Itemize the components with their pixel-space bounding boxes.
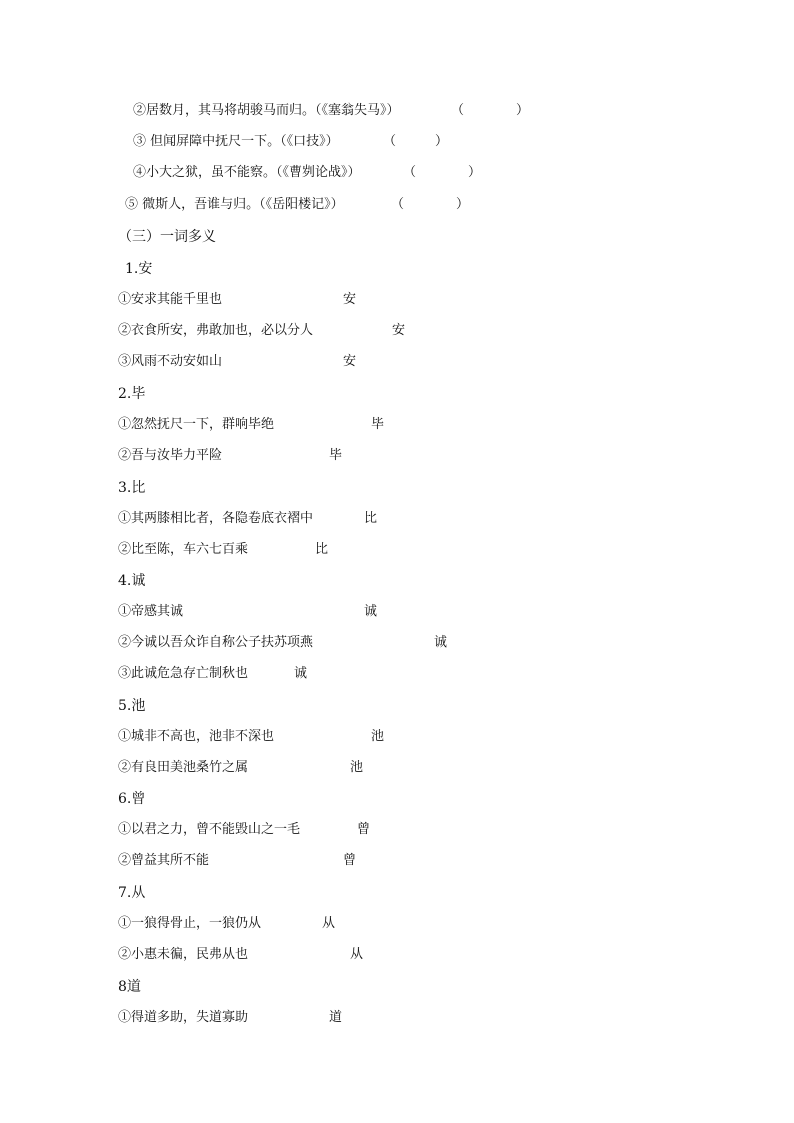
review-line-text: ②居数月，其马将胡骏马而归。（《塞翁失马》） [133,103,400,118]
sentence: ①忽然抚尺一下，群响毕绝 [118,417,275,432]
sentence: ③风雨不动安如山 [118,354,223,369]
group-heading: 3.比 [118,480,146,496]
target-word: 诚 [364,604,378,619]
target-word: 从 [322,916,336,931]
target-word: 曾 [357,822,371,837]
sentence: ②曾益其所不能 [118,853,210,868]
target-word: 安 [343,292,357,307]
target-word: 道 [329,1010,343,1025]
sentence: ②比至陈，车六七百乘 [118,542,249,557]
target-word: 安 [392,323,406,338]
sentence: ②有良田美池桑竹之属 [118,760,249,775]
target-word: 毕 [371,417,385,432]
answer-blank: （ ） [383,134,449,149]
section-title: （三）一词多义 [118,229,216,245]
group-heading: 8道 [118,979,141,995]
answer-blank: （ ） [451,103,530,118]
target-word: 比 [364,511,378,526]
answer-blank: （ ） [391,197,470,212]
sentence: ①帝感其诚 [118,604,184,619]
target-word: 从 [350,947,364,962]
sentence: ①安求其能千里也 [118,292,223,307]
group-heading: 2.毕 [118,386,146,402]
sentence: ②衣食所安，弗敢加也，必以分人 [118,323,314,338]
sentence: ①得道多助，失道寡助 [118,1010,249,1025]
group-heading: 1.安 [125,261,153,277]
sentence: ②小惠未徧，民弗从也 [118,947,249,962]
target-word: 比 [315,542,329,557]
review-line-text: ③ 但闻屏障中抚尺一下。（《口技》） [133,134,339,149]
group-heading: 6.曾 [118,791,146,807]
sentence: ②吾与汝毕力平险 [118,448,223,463]
target-word: 曾 [343,853,357,868]
group-heading: 4.诚 [118,573,146,589]
answer-blank: （ ） [403,165,482,180]
review-line-text: ④小大之狱，虽不能察。（《曹刿论战》） [133,165,361,180]
sentence: ①其两膝相比者，各隐卷底衣褶中 [118,511,314,526]
group-heading: 7.从 [118,885,146,901]
target-word: 池 [350,760,364,775]
review-line-text: ⑤ 微斯人，吾谁与归。（《岳阳楼记》） [125,197,344,212]
target-word: 毕 [329,448,343,463]
target-word: 安 [343,354,357,369]
sentence: ①城非不高也，池非不深也 [118,729,275,744]
group-heading: 5.池 [118,698,146,714]
sentence: ②今诚以吾众诈自称公子扶苏项燕 [118,635,314,650]
sentence: ①以君之力，曾不能毁山之一毛 [118,822,301,837]
sentence: ①一狼得骨止，一狼仍从 [118,916,262,931]
target-word: 池 [371,729,385,744]
sentence: ③此诚危急存亡制秋也 [118,666,249,681]
target-word: 诚 [294,666,308,681]
target-word: 诚 [434,635,448,650]
